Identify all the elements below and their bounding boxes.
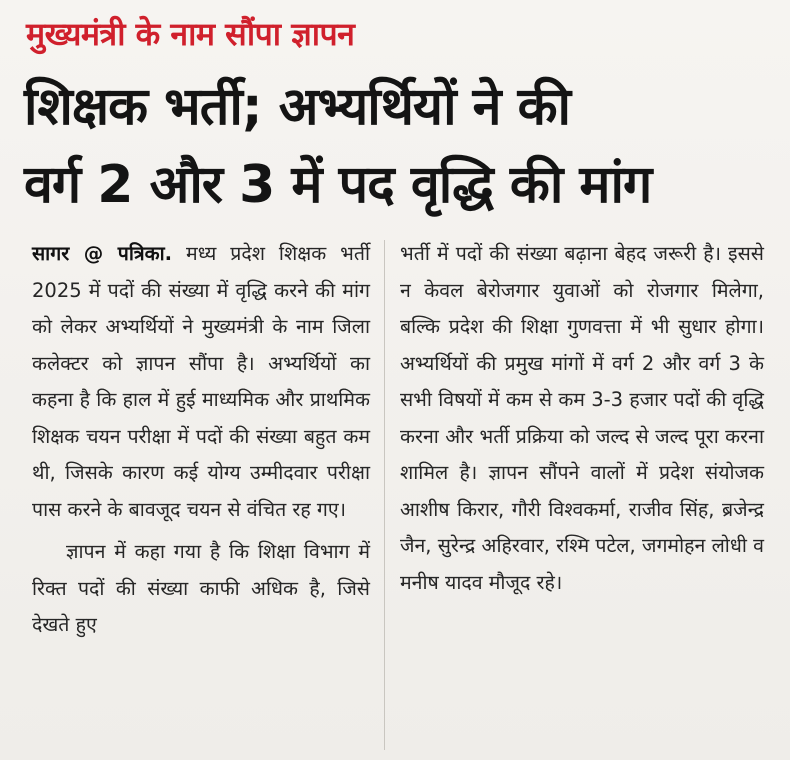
column-divider <box>384 240 385 750</box>
paragraph-1-text: मध्य प्रदेश शिक्षक भर्ती 2025 में पदों की संख्या में वृद्धि करने की मांग को लेकर अभ्यर्थियों ने मुख्यमंत्री के नाम जिला कलेक्टर को ज्ञापन सौंपा है। अभ्यर्थियों का कहना है कि हाल में हुई माध्यमिक और प्राथमिक शिक्षक चयन परीक्षा में पदों की संख्या बहुत कम थी, जिसके कारण कई योग्य उम्मीदवार परीक्षा पास करने के बावजूद चयन से वंचित रह गए। <box>32 242 371 521</box>
headline <box>24 68 774 224</box>
article-column-left <box>32 236 370 644</box>
kicker-heading: मुख्यमंत्री के नाम सौंपा ज्ञापन <box>26 15 355 53</box>
headline-line-2: वर्ग 2 और 3 में पद वृद्धि की मांग <box>24 155 652 215</box>
paragraph-2: ज्ञापन में कहा गया है कि शिक्षा विभाग में रिक्त पदों की संख्या काफी अधिक है, जिसे देखते हुए <box>32 540 370 636</box>
headline-line-1: शिक्षक भर्ती; अभ्यर्थियों ने की <box>24 77 571 137</box>
dateline: सागर @ पत्रिका. <box>32 242 173 265</box>
article-column-right <box>400 236 764 601</box>
paragraph-3: भर्ती में पदों की संख्या बढ़ाना बेहद जरूरी है। इससे न केवल बेरोजगार युवाओं को रोजगार मिलेगा, बल्कि प्रदेश की शिक्षा गुणवत्ता में भी सुधार होगा। अभ्यर्थियों की प्रमुख मांगों में वर्ग 2 और वर्ग 3 के सभी विषयों में कम से कम 3-3 हजार पदों की वृद्धि करना और भर्ती प्रक्रिया को जल्द से जल्द पूरा करना शामिल है। ज्ञापन सौंपने वालों में प्रदेश संयोजक आशीष किरार, गौरी विश्वकर्मा, राजीव सिंह, ब्रजेन्द्र जैन, सुरेन्द्र अहिरवार, रश्मि पटेल, जगमोहन लोधी व मनीष यादव मौजूद रहे। <box>400 242 764 594</box>
paragraph-1 <box>32 236 370 528</box>
